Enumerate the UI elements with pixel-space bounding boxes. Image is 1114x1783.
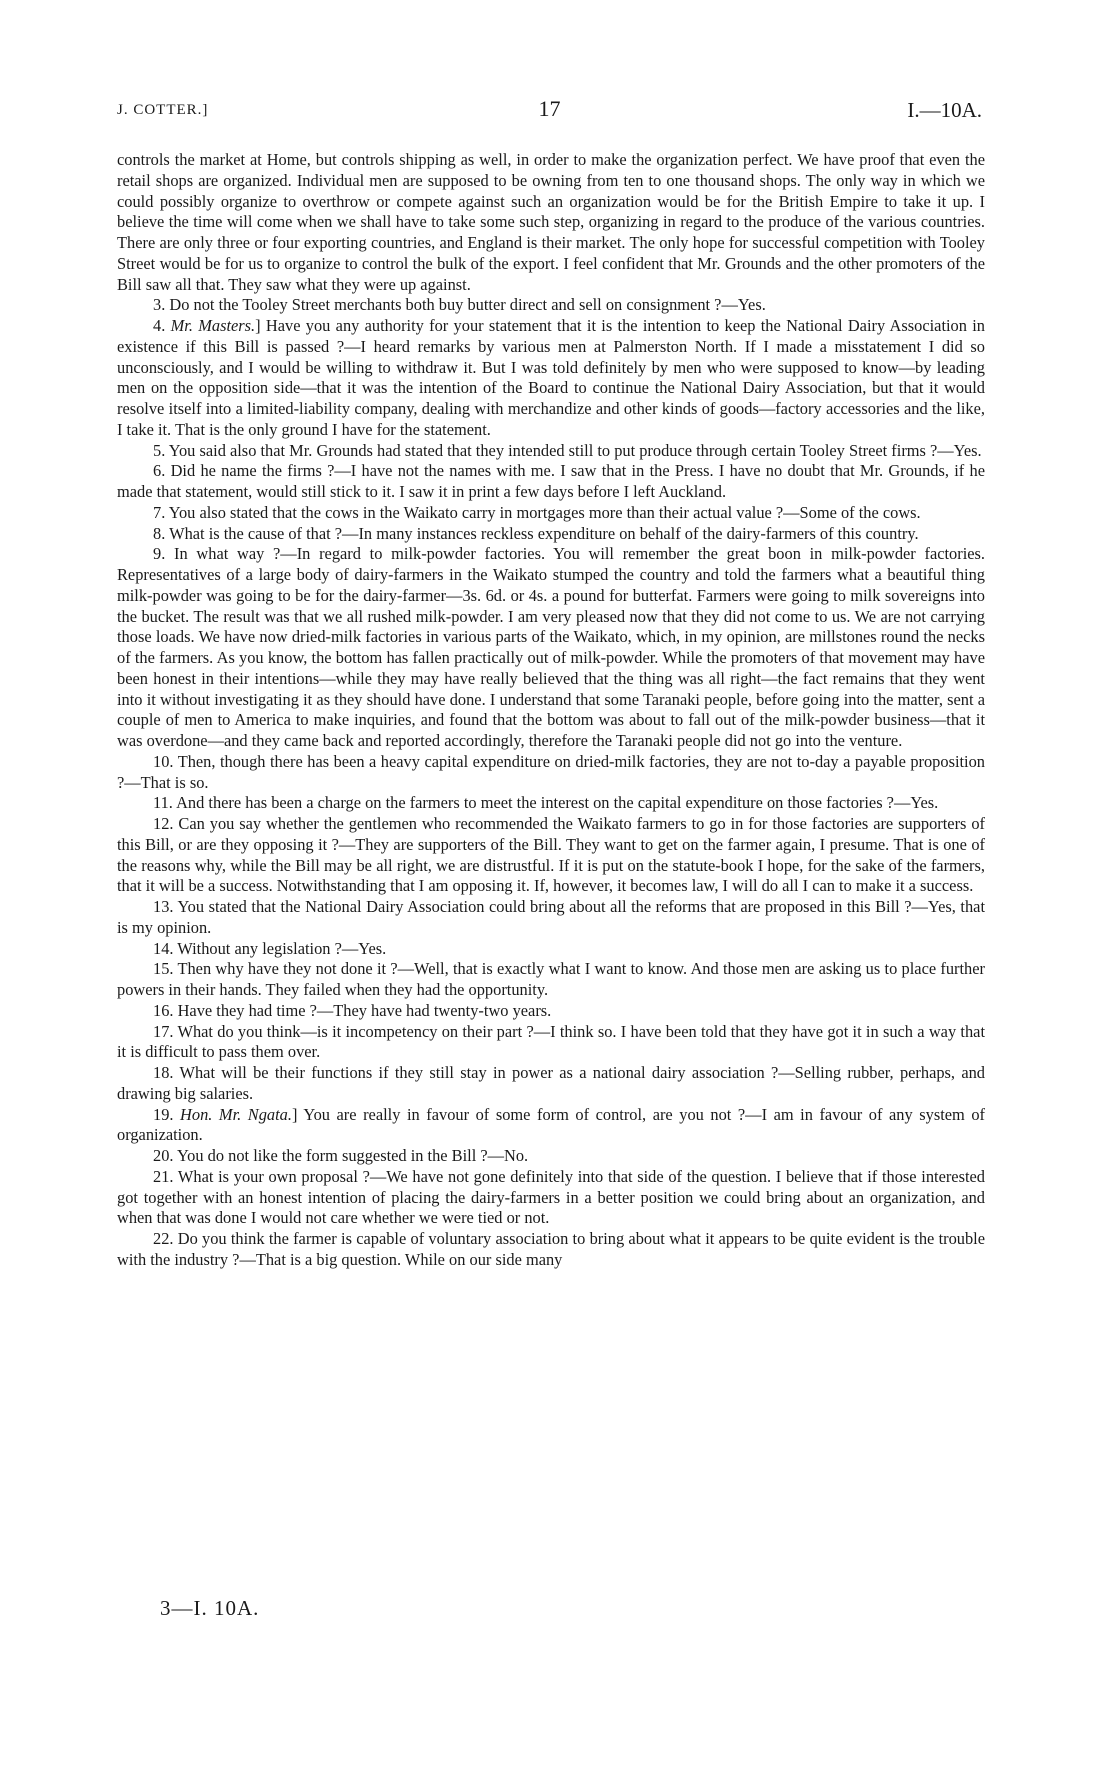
- question-17: 17. What do you think—is it incompetency on their part ?—I think so. I have been told that they have got it in such a way that it is difficult to pass them over.: [117, 1021, 986, 1062]
- question-8: 8. What is the cause of that ?—In many instances reckless expenditure on behalf of the dairy-farmers of this country.: [153, 523, 919, 543]
- question-3: 3. Do not the Tooley Street merchants both buy butter direct and sell on consignment ?—Yes.: [153, 295, 766, 315]
- question-7: 7. You also stated that the cows in the Waikato carry in mortgages more than their actual value ?—Some of the cows.: [153, 502, 921, 522]
- question-22: 22. Do you think the farmer is capable of voluntary association to bring about what it appears to be quite evident is the trouble with the industry ?—That is a big question. While on our side many: [117, 1229, 985, 1269]
- question-19: 19. Hon. Mr. Ngata.] You are really in favour of some form of control, are you not ?—I am in favour of any system of organization.: [117, 1104, 985, 1145]
- question-6: 6. Did he name the firms ?—I have not the names with me. I saw that in the Press. I have no doubt that Mr. Grounds, if he made that statement, would still stick to it. I saw it in print a few days before I left Auckland.: [117, 461, 985, 501]
- question-13: 13. You stated that the National Dairy Association could bring about all the reforms that are proposed in this Bill ?—Yes, that is my opinion.: [117, 897, 985, 937]
- question-5: 5. You said also that Mr. Grounds had stated that they intended still to put produce through certain Tooley Street firms ?—Yes.: [153, 440, 982, 460]
- paragraph: controls the market at Home, but controls shipping as well, in order to make the organization perfect. We have proof that even the retail shops are organized. Individual men are supposed to be owning from ten to one thousand shops. The only way in which we could possibly organize to overthrow or compete against such an organization would be for the British Empire to take it up. I believe the time will come when we shall have to take some such step, organizing in regard to the produce of the various countries. There are only three or four exporting countries, and England is their market. The only hope for successful competition with Tooley Street would be for us to organize to control the bulk of the export. I feel confident that Mr. Grounds and the other promoters of the Bill saw all that. They saw what they were up against.: [117, 150, 985, 294]
- witness-name: J. COTTER.]: [117, 102, 209, 118]
- signature-mark: 3—I. 10A.: [160, 1596, 260, 1620]
- question-16: 16. Have they had time ?—They have had twenty-two years.: [153, 1000, 552, 1020]
- document-reference: I.—10A.: [907, 98, 982, 122]
- speaker-name: Hon. Mr. Ngata.: [180, 1104, 292, 1124]
- document-body: [117, 150, 985, 1271]
- page-number: 17: [538, 96, 561, 121]
- question-14: 14. Without any legislation ?—Yes.: [153, 938, 387, 958]
- question-20: 20. You do not like the form suggested in the Bill ?—No.: [153, 1146, 529, 1165]
- question-15: 15. Then why have they not done it ?—Well, that is exactly what I want to know. And those men are asking us to place further powers in their hands. They failed when they had the opportunity.: [117, 959, 985, 999]
- question-10: 10. Then, though there has been a heavy capital expenditure on dried-milk factories, they are not to-day a payable proposition ?—That is so.: [117, 751, 986, 792]
- page-header: [117, 96, 982, 126]
- question-11: 11. And there has been a charge on the farmers to meet the interest on the capital expenditure on those factories ?—Yes.: [153, 793, 939, 813]
- speaker-name: Mr. Masters.: [170, 316, 256, 335]
- question-4: 4. Mr. Masters.] Have you any authority for your statement that it is the intention to keep the National Dairy Association in existence if this Bill is passed ?—I heard remarks by various men at Palmerston North. If I made a misstatement I did so unconsciously, and I would be willing to withdraw it. But I was told definitely by men who were supposed to know—by leading men on the opposition side—that it was the intention of the Board to continue the National Dairy Association, but that it would resolve itself into a limited-liability company, dealing with merchandize and other kinds of goods—factory accessories and the like, I take it. That is the only ground I have for the statement.: [117, 316, 985, 439]
- question-21: 21. What is your own proposal ?—We have not gone definitely into that side of the question. I believe that if those interested got together with an honest intention of placing the dairy-farmers in a better position we could bring about an organization, and when that was done I would not care whether we were tied or not.: [117, 1166, 985, 1228]
- question-12: 12. Can you say whether the gentlemen who recommended the Waikato farmers to go in for those factories are supporters of this Bill, or are they opposing it ?—They are supporters of the Bill. They want to get on the farmer again, I presume. That is one of the reasons why, while the Bill may be all right, we are distrustful. If it is put on the statute-book I hope, for the sake of the farmers, that it will be a success. Notwithstanding that I am opposing it. If, however, it becomes law, I will do all I can to make it a success.: [117, 814, 985, 896]
- question-9: 9. In what way ?—In regard to milk-powder factories. You will remember the great boon in milk-powder factories. Representatives of a large body of dairy-farmers in the Waikato stumped the country and told the farmers what a beautiful thing milk-powder was going to be for the dairy-farmer—3s. 6d. or 4s. a pound for butterfat. Farmers were going to milk sovereigns into the bucket. The result was that we all rushed milk-powder. I am very pleased now that they did not come to us. We are not carrying those loads. We have now dried-milk factories in various parts of the Waikato, which, in my opinion, are millstones round the necks of the farmers. As you know, the bottom has fallen practically out of milk-powder. While the promoters of that movement may have been honest in their intentions—while they may have really believed that the thing was all right—the fact remains that they went into it without investigating it as they should have done. I understand that some Taranaki people, before going into the matter, sent a couple of men to America to make inquiries, and found that the bottom was about to fall out of the milk-powder business—that it was overdone—and they came back and reported accordingly, therefore the Taranaki people did not go into the venture.: [117, 544, 986, 750]
- question-18: 18. What will be their functions if they still stay in power as a national dairy association ?—Selling rubber, perhaps, and drawing big salaries.: [117, 1063, 985, 1103]
